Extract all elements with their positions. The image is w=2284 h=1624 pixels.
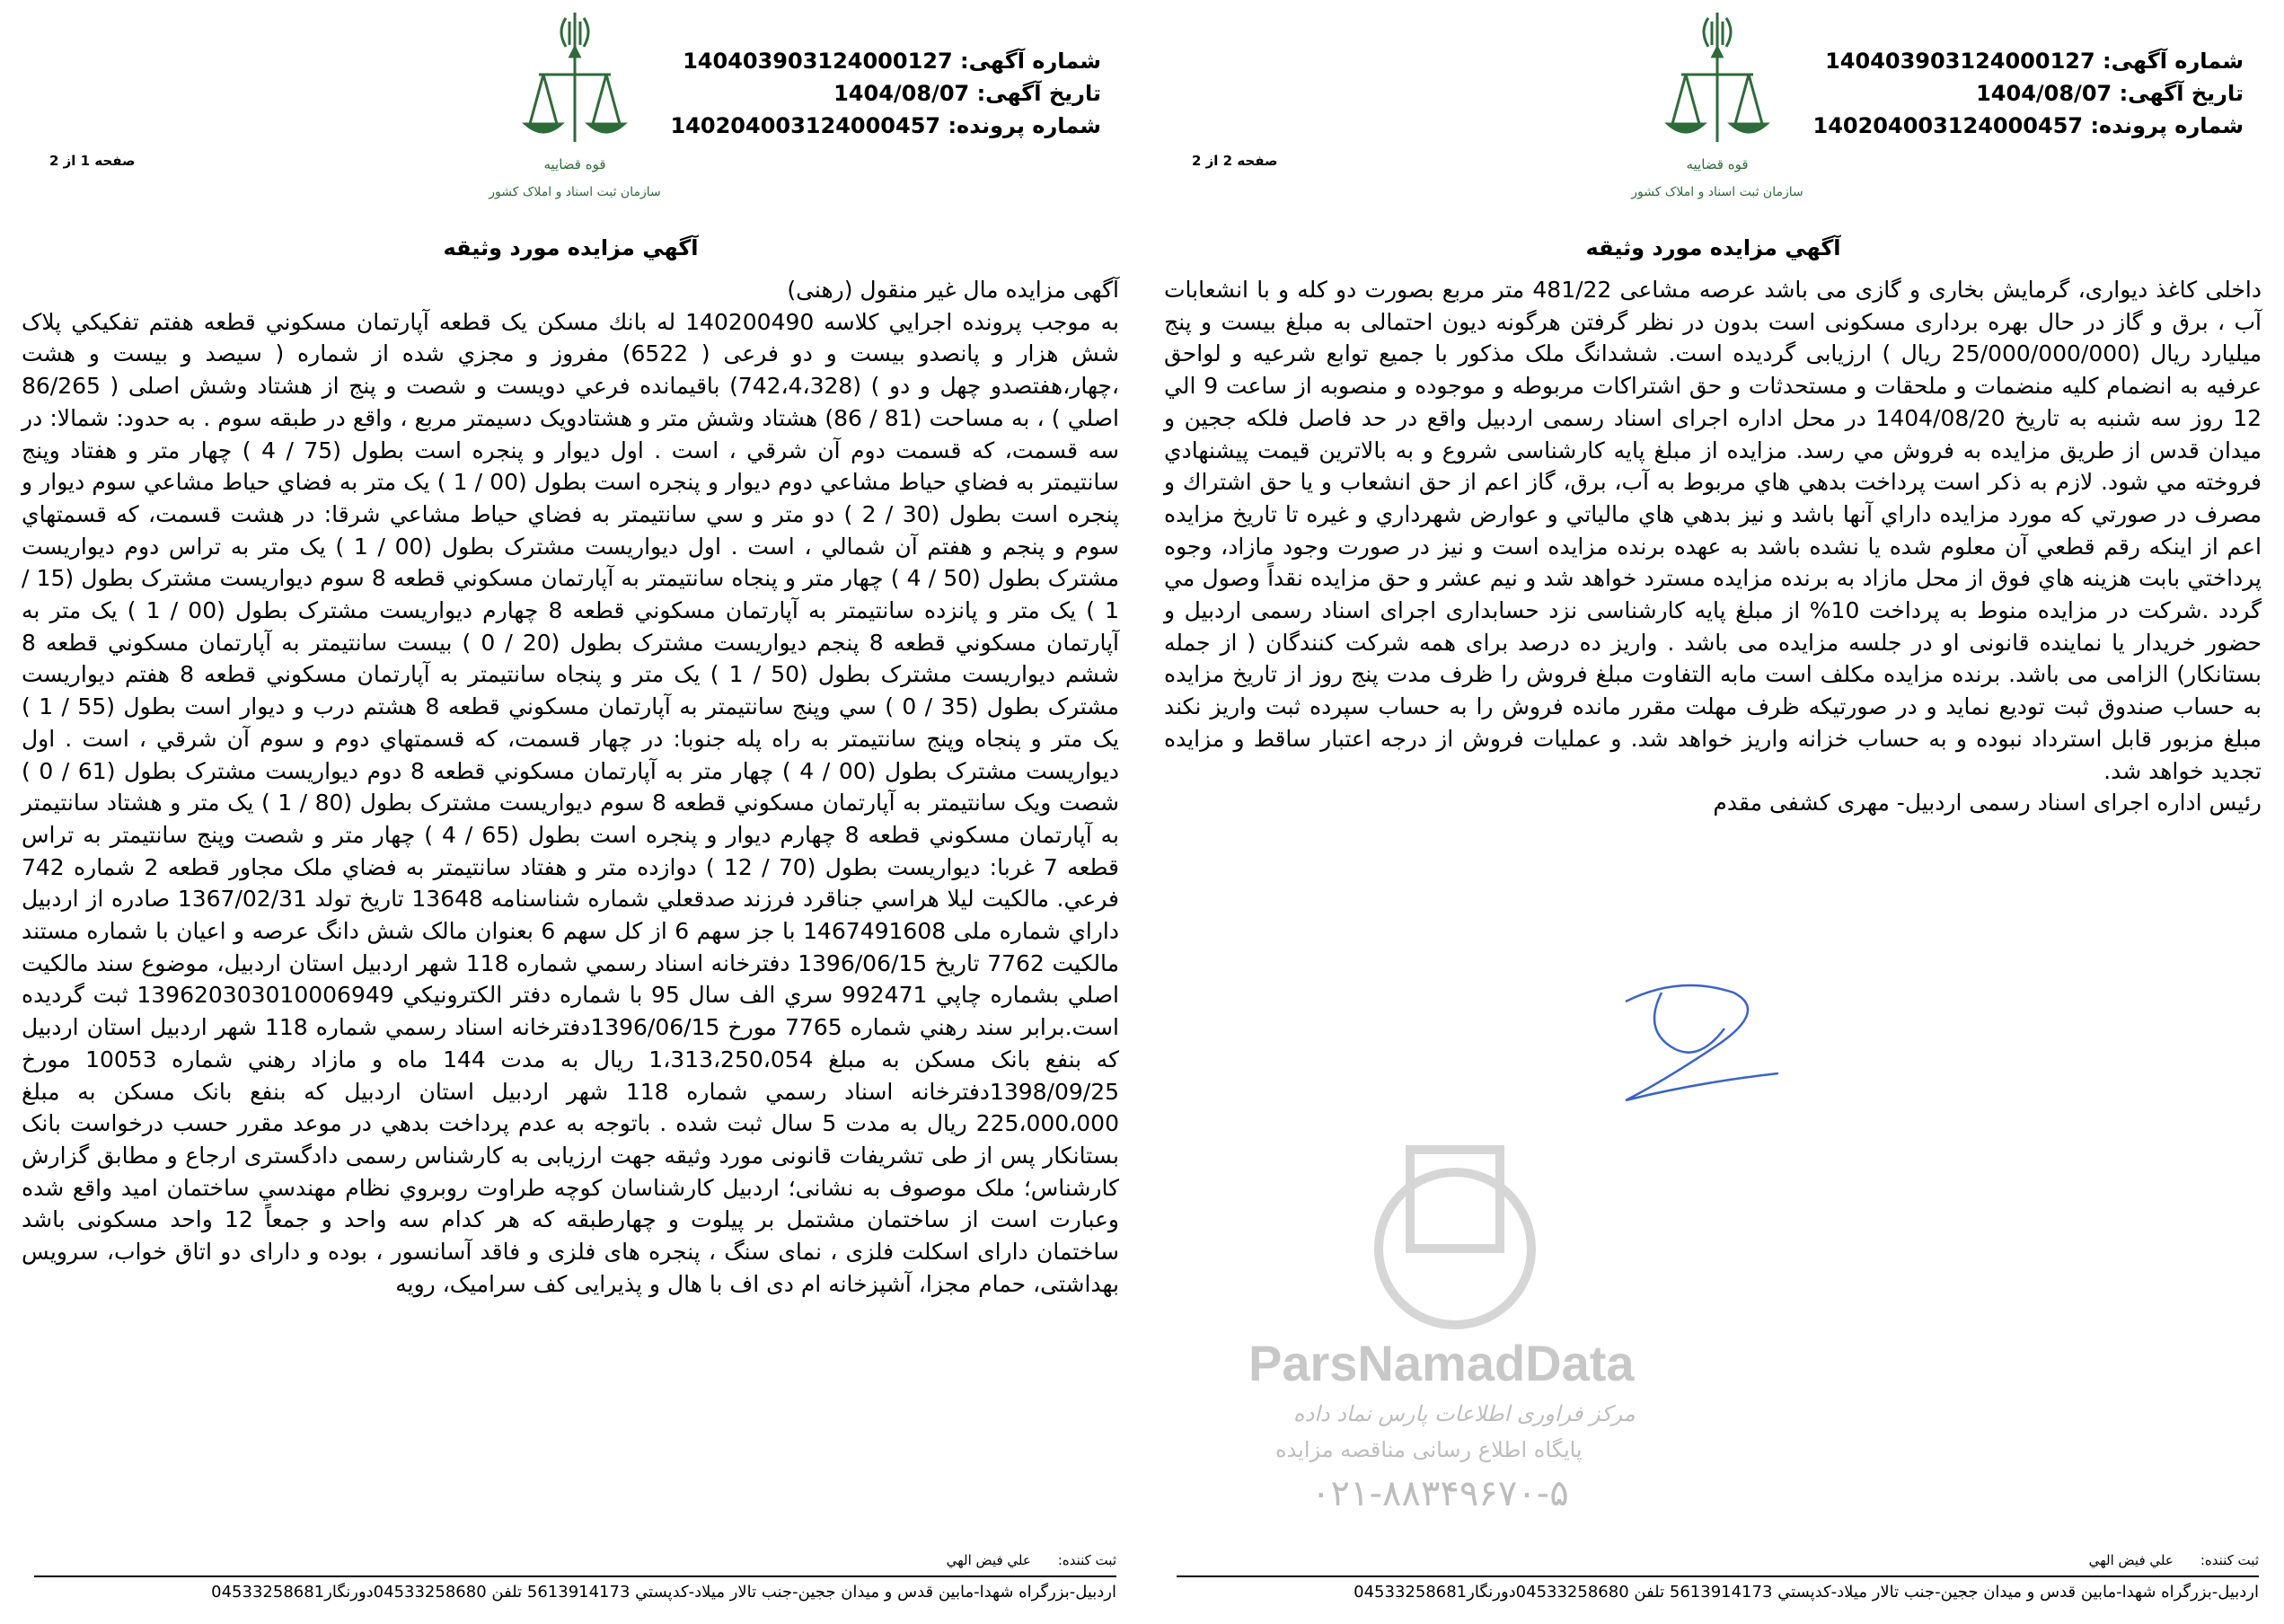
watermark-line-1: مرکز فراوری اطلاعات پارس نماد داده (1293, 1401, 1636, 1426)
page-top (0, 0, 1142, 274)
notice-subtitle: آگهی مزايده مال غير منقول (رهنی) (787, 277, 1119, 303)
page-footer (0, 1532, 1142, 1624)
notice-paragraph: به موجب پرونده اجرايي كلاسه 140200490 له بانك مسکن يک قطعه آپارتمان مسكوني قطعه هفتم تفكيكي پلاک شش هزار و پانصدو بيست و دو فرعی ( 6522) مفروز و مجزي شده از شماره ( سيصد و بيست و هشت ،چهار،هفتصدو چهل و دو ) (742،4،328) باقيمانده فرعي دويست و شصت و پنج از هشتاد وشش اصلی ( 86/265 اصلي ) ، به مساحت (81 / 86) هشتاد وشش متر و هشتادويک دسيمتر مربع ، واقع در طبقه سوم . به حدود: شمالا: در سه قسمت، كه قسمت دوم آن شرقي ، است . اول ديوار و پنجره است بطول (75 / 4 ) چهار متر و هفتاد وپنج سانتيمتر به فضاي حياط مشاعي دوم ديوار و پنجره است بطول (00 / 1 ) يک متر به فضاي حياط مشاعي سوم ديوار و پنجره است بطول (30 / 2 ) دو متر و سي سانتيمتر به فضاي حياط مشاعي شرقا: در هشت قسمت، كه قسمتهاي سوم و پنجم و هفتم آن شمالي ، است . اول ديواريست مشترک بطول (00 / 1 ) يک متر به تراس دوم ديواريست مشترک بطول (50 / 4 ) چهار متر و پنجاه سانتيمتر به آپارتمان مسكوني قطعه 8 سوم ديواريست مشترک بطول (15 / 1 ) يک متر و پانزده سانتيمتر به آپارتمان مسكوني قطعه 8 چهارم ديواريست مشترک بطول (00 / 1 ) يک متر به آپارتمان مسكوني قطعه 8 پنجم ديواريست مشترک بطول (20 / 0 ) بيست سانتيمتر به آپارتمان مسكوني قطعه 8 ششم ديواريست مشترک بطول (50 / 1 ) يک متر و پنجاه سانتيمتر به آپارتمان مسكوني قطعه 8 هفتم ديواريست مشترک بطول (35 / 0 ) سي وپنج سانتيمتر به آپارتمان مسكوني قطعه 8 هشتم درب و ديوار است بطول (55 / 1 ) يک متر و پنجاه وپنج سانتيمتر به راه پله جنوبا: در چهار قسمت، كه قسمتهاي دوم و سوم آن شرقي ، است . اول ديواريست مشترک بطول (00 / 4 ) چهار متر به آپارتمان مسكوني قطعه 8 دوم ديواريست مشترک بطول (61 / 0 ) شصت ويک سانتيمتر به آپارتمان مسكوني قطعه 8 سوم ديواريست مشترک بطول (80 / 1 ) يک متر و هشتاد سانتيمتر به آپارتمان مسكوني قطعه 8 چهارم ديوار و پنجره است بطول (65 / 4 ) چهار متر و شصت وپنج سانتيمتر به تراس قطعه 7 غربا: ديواريست بطول (70 / 12 ) دوازده متر و هفتاد سانتيمتر به فضاي ملک مجاور قطعه 2 شماره 742 فرعي. مالكيت ليلا هراسي جناقرد فرزند صدقعلي شماره شناسنامه 13648 تاريخ تولد 1367/02/31 صادره از اردبيل داراي شماره ملی 1467491608 با جز سهم 6 از کل سهم 6 بعنوان مالک شش دانگ عرصه و اعيان با شماره مستند مالكيت 7762 تاريخ 1396/06/15 دفترخانه اسناد رسمي شماره 118 شهر اردبيل استان اردبيل، موضوع سند مالكيت اصلي بشماره چاپي 992471 سري الف سال 95 با شماره دفتر الكترونيكي 139620303010006949 ثبت گرديده است.برابر سند رهني شماره 7765 مورخ 1396/06/15دفترخانه اسناد رسمي شماره 118 شهر اردبيل استان اردبيل كه بنفع بانک مسکن به مبلغ 1،313،250،054 ريال به مدت 144 ماه و مازاد رهني شماره 10053 مورخ 1398/09/25دفترخانه اسناد رسمي شماره 118 شهر اردبيل استان اردبيل كه بنفع بانک مسکن به مبلغ 225،000،000 ريال به مدت 5 سال ثبت شده . باتوجه به عدم پرداخت بدهي در موعد مقرر حسب درخواست بانک بستانکار پس از طی تشريفات قانونی مورد وثيقه جهت ارزيابی به کارشناس رسمی دادگستری ارجاع و مطابق گزارش کارشناس؛ ملک موصوف به نشانی؛ اردبيل کارشناسان کوچه طراوت روبروي نظام مهندسي ساختمان اميد واقع شده وعبارت است از ساختمان مشتمل بر پيلوت و چهارطبقه که هر کدام سه واحد و جمعاً 12 واحد مسکونی باشد ساختمان دارای اسکلت فلزی ، نمای سنگ ، پنجره های فلزی و فاقد آسانسور ، بوده و دارای دو اتاق خواب، سرويس بهداشتی، حمام مجزا، آشپزخانه ام دی اف با هال و پذيرايی کف سراميک، رويه (22, 308, 1120, 1297)
judiciary-emblem-logo (1601, 7, 1834, 209)
notice-date-label: تاریخ آگهی: (976, 81, 1101, 106)
notice-number: 140403903124000127 (683, 49, 953, 74)
page-footer (1142, 1532, 2284, 1624)
handwritten-signature (1608, 975, 1787, 1118)
case-number-label: شماره پرونده: (2090, 113, 2244, 138)
notice-number-label: شماره آگهی: (960, 49, 1101, 74)
registrar-label: ثبت کننده: (2200, 1552, 2259, 1568)
watermark-brand: ParsNamadData (1248, 1335, 1635, 1391)
notice-paragraph: داخلی کاغذ ديواری، گرمايش بخاری و گازی می باشد عرصه مشاعی 481/22 متر مربع بصورت دو کله و با انشعابات آب ، برق و گاز در حال بهره برداری مسکونی است بدون در نظر گرفتن هرگونه ديون احتمالی به مبلغ بيست و پنج ميليارد ريال (25/000/000/000 ريال ) ارزيابی گرديده است. ششدانگ ملک مذکور با جميع توابع شرعيه و لواحق عرفيه به انضمام کليه منضمات و ملحقات و مستحدثات و حق اشتراکات مربوطه و موجوده و منصوبه از ساعت 9 الي 12 روز سه شنبه به تاريخ 1404/08/20 در محل اداره اجرای اسناد رسمی اردبيل واقع در حد فاصل فلکه ججين و ميدان قدس از طريق مزايده به فروش مي رسد. مزايده از مبلغ پايه کارشناسی شروع و به بالاترين قيمت پيشنهادي فروخته مي شود. لازم به ذكر است پرداخت بدهي هاي مربوط به آب، برق، گاز اعم از حق انشعاب و يا حق اشتراك و مصرف در صورتي كه مورد مزايده داراي آنها باشد و نيز بدهي هاي مالياتي و عوارض شهرداري و غيره تا تاريخ مزايده اعم از اينكه رقم قطعي آن معلوم شده يا نشده باشد به عهده برنده مزايده است و نيز در صورت وجود مازاد، وجوه پرداختي بابت هزينه هاي فوق از محل مازاد به برنده مزايده مسترد خواهد شد و نيم عشر و حق مزايده نقداً وصول مي گردد .شرکت در مزايده منوط به پرداخت 10% از مبلغ پايه کارشناسی نزد حسابداری اجرای اسناد رسمی اردبيل و حضور خريدار يا نماينده قانونی او در جلسه مزايده می باشد . واريز ده درصد برای همه شرکت کنندگان ( از جمله بستانکار) الزامی می باشد. برنده مزايده مکلف است مابه التفاوت مبلغ فروش را ظرف مدت پنج روز از تاريخ مزايده به حساب صندوق ثبت توديع نمايد و در صورتيکه ظرف مهلت مقرر مانده فروش را به حساب سپرده ثبت واريز نکند مبلغ مزبور قابل استرداد نبوده و به حساب خزانه واريز خواهد شد. و عمليات فروش از درجه اعتبار ساقط و مزايده تجديد خواهد شد. (1164, 277, 2262, 784)
notice-title: آگهي مزايده مورد وثيقه (443, 235, 699, 260)
notice-page-2 (1142, 0, 2284, 1624)
case-number: 140204003124000457 (670, 113, 941, 138)
footer-address: اردبيل-بزرگراه شهدا-مابين قدس و ميدان ججين-جنب تالار ميلاد-کدپستي 5613914173 تلفن 04533258680دورنگار04533258681 (211, 1583, 1116, 1602)
notice-header (671, 45, 1102, 142)
registrar-name: علي فيض الهي (2088, 1552, 2174, 1568)
logo-line-2: سازمان ثبت اسناد و املاک کشور (489, 185, 661, 199)
logo-line-1: قوه قضاییه (1686, 156, 1749, 172)
notice-body (1164, 274, 2262, 819)
page-top (1142, 0, 2284, 274)
watermark-phone: ۰۲۱-۸۸۳۴۹۶۷۰-۵ (1311, 1473, 1569, 1514)
footer-divider (34, 1575, 1116, 1577)
page-number: صفحه 1 از 2 (49, 153, 136, 169)
judiciary-emblem-logo (458, 7, 692, 209)
notice-header (1813, 45, 2244, 142)
registrar (1177, 1550, 2259, 1570)
case-number-label: شماره پرونده: (948, 113, 1101, 138)
registrar-name: علي فيض الهي (946, 1552, 1031, 1568)
notice-body (22, 274, 1119, 1301)
case-number: 140204003124000457 (1812, 113, 2084, 138)
watermark-line-2: پایگاه اطلاع رسانی مناقصه مزایده (1275, 1437, 1583, 1462)
notice-number: 140403903124000127 (1825, 49, 2095, 74)
footer-divider (1177, 1575, 2259, 1577)
notice-date: 1404/08/07 (1976, 81, 2112, 106)
notice-title: آگهي مزايده مورد وثيقه (1585, 235, 1841, 260)
signatory: رئيس اداره اجرای اسناد رسمی اردبيل- مهری کشفی مقدم (1713, 790, 2262, 816)
registrar-label: ثبت کننده: (1057, 1552, 1116, 1568)
footer-address: اردبيل-بزرگراه شهدا-مابين قدس و ميدان ججين-جنب تالار ميلاد-کدپستي 5613914173 تلفن 04533258680دورنگار04533258681 (1354, 1583, 2259, 1602)
notice-number-label: شماره آگهی: (2103, 49, 2244, 74)
notice-date-label: تاریخ آگهی: (2119, 81, 2244, 106)
logo-line-1: قوه قضاییه (543, 156, 606, 172)
page-number: صفحه 2 از 2 (1192, 153, 1278, 169)
notice-date: 1404/08/07 (833, 81, 970, 106)
logo-line-2: سازمان ثبت اسناد و املاک کشور (1631, 185, 1803, 199)
registrar (34, 1550, 1116, 1570)
